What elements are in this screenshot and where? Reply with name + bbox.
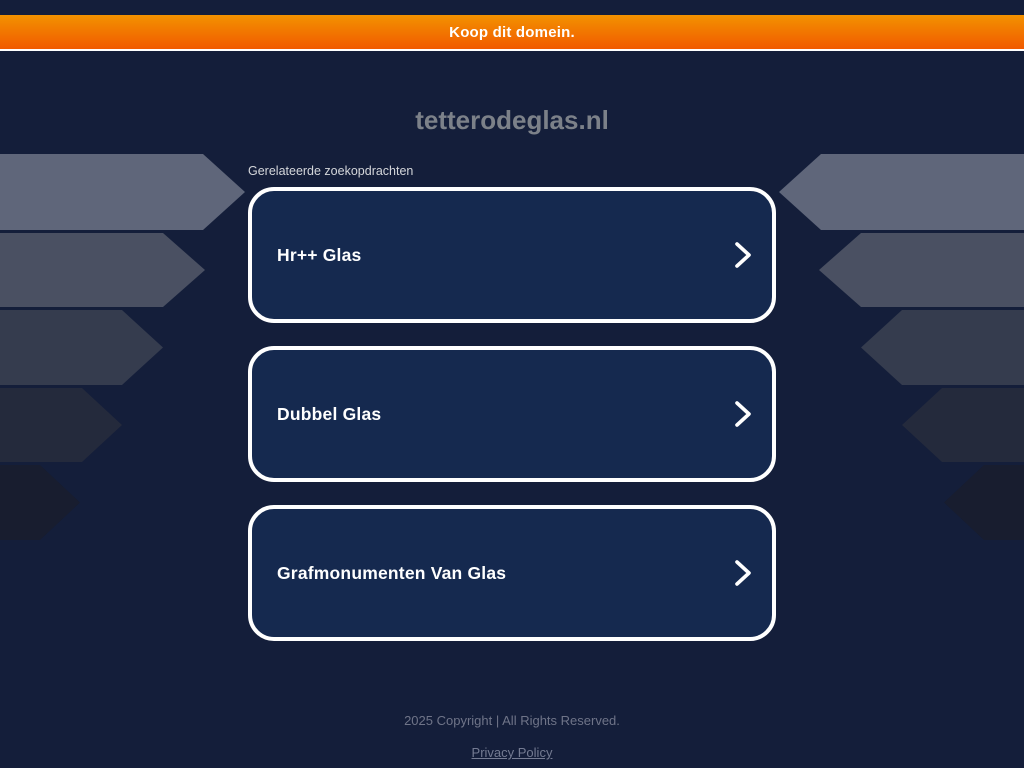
left-arrow-decoration-4 — [0, 388, 122, 462]
left-arrow-decoration-3 — [0, 310, 163, 385]
copyright-text: 2025 Copyright | All Rights Reserved. — [404, 713, 620, 728]
related-link-grafmonumenten[interactable] — [248, 505, 776, 641]
right-arrow-decoration-5 — [944, 465, 1024, 540]
chevron-right-icon — [732, 240, 754, 270]
right-arrow-decoration-2 — [819, 233, 1024, 307]
right-arrow-decoration-1 — [779, 154, 1024, 230]
related-link-label: Dubbel Glas — [277, 403, 382, 424]
related-link-dubbel-glas[interactable] — [248, 346, 776, 482]
buy-domain-banner-label: Koop dit domein. — [449, 23, 575, 41]
related-searches-label: Gerelateerde zoekopdrachten — [248, 164, 414, 178]
related-link-label: Hr++ Glas — [277, 244, 362, 265]
chevron-right-icon — [732, 399, 754, 429]
right-arrow-decoration-3 — [861, 310, 1024, 385]
related-link-label: Grafmonumenten Van Glas — [277, 562, 507, 583]
left-arrow-decoration-2 — [0, 233, 205, 307]
chevron-right-icon — [732, 558, 754, 588]
left-arrow-decoration-5 — [0, 465, 80, 540]
privacy-policy-link[interactable]: Privacy Policy — [471, 745, 553, 760]
right-arrow-decoration-4 — [902, 388, 1024, 462]
related-link-hr-glas[interactable] — [248, 187, 776, 323]
related-links-list — [248, 187, 776, 664]
buy-domain-banner[interactable] — [0, 15, 1024, 51]
privacy-policy-row — [0, 744, 1024, 762]
page-title: tetterodeglas.nl — [415, 105, 609, 135]
left-arrow-decoration-1 — [0, 154, 245, 230]
